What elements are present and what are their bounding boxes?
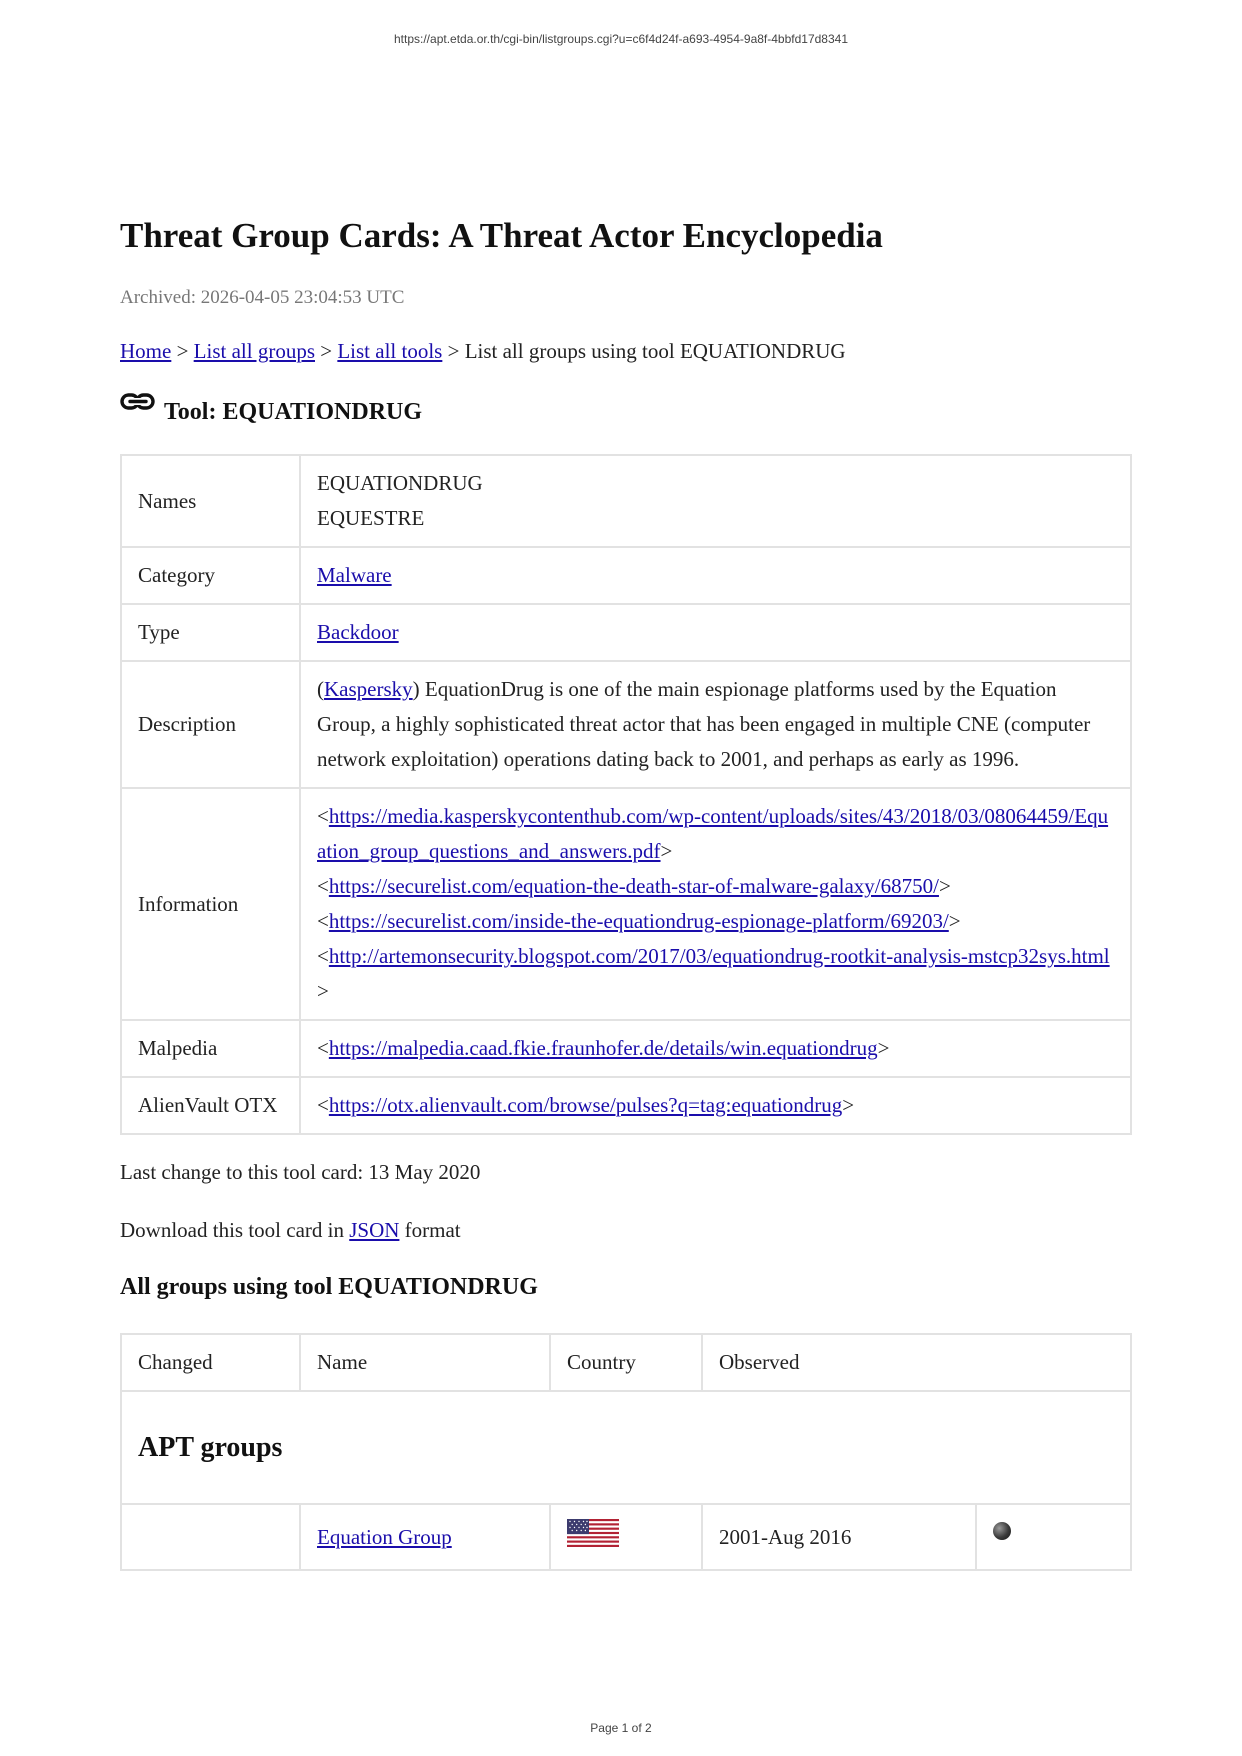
information-label: Information: [121, 788, 300, 1020]
angle-bracket: >: [938, 874, 951, 898]
type-link[interactable]: Backdoor: [317, 620, 399, 644]
description-label: Description: [121, 661, 300, 788]
names-value: [300, 455, 1131, 547]
print-header-url: https://apt.etda.or.th/cgi-bin/listgroups.cgi?u=c6f4d24f-a693-4954-9a8f-4bbfd17d8341: [394, 32, 848, 46]
angle-bracket: >: [317, 979, 329, 1003]
description-source-link[interactable]: Kaspersky: [324, 677, 413, 701]
archived-timestamp: Archived: 2026-04-05 23:04:53 UTC: [120, 287, 405, 308]
status-cell: [976, 1504, 1131, 1570]
name-item: EQUATIONDRUG: [317, 471, 483, 495]
breadcrumb-current: List all groups using tool EQUATIONDRUG: [464, 339, 846, 363]
otx-link[interactable]: https://otx.alienvault.com/browse/pulses?q=tag:equationdrug: [328, 1093, 843, 1117]
us-flag-icon: [567, 1519, 619, 1547]
column-header-changed: Changed: [121, 1334, 300, 1391]
breadcrumb-list-tools-link[interactable]: List all tools: [337, 339, 443, 363]
tool-card-table: [120, 454, 1132, 1135]
breadcrumb: [120, 336, 1132, 366]
information-item: [317, 904, 1114, 939]
section-cell: [121, 1391, 1131, 1504]
information-link[interactable]: https://securelist.com/equation-the-death-star-of-malware-galaxy/68750/: [328, 874, 939, 898]
name-item: EQUESTRE: [317, 506, 425, 530]
otx-label: AlienVault OTX: [121, 1077, 300, 1134]
country-cell: [550, 1504, 702, 1570]
information-link[interactable]: https://securelist.com/inside-the-equationdrug-espionage-platform/69203/: [328, 909, 949, 933]
information-item: [317, 799, 1114, 869]
angle-bracket: <: [317, 944, 329, 968]
changed-cell: [121, 1504, 300, 1570]
category-value: [300, 547, 1131, 604]
breadcrumb-separator: >: [442, 339, 465, 363]
section-title: APT groups: [138, 1431, 283, 1463]
groups-header-row: [121, 1334, 1131, 1391]
otx-row: [121, 1077, 1131, 1134]
angle-bracket: >: [877, 1036, 890, 1060]
name-cell: [300, 1504, 550, 1570]
breadcrumb-home-link[interactable]: Home: [120, 339, 172, 363]
black-dot-icon: [993, 1522, 1011, 1540]
information-item: [317, 869, 1114, 904]
link-icon: [120, 390, 156, 416]
description-text: ) EquationDrug is one of the main espionage platforms used by the Equation Group, a highly sophisticated threat actor that has been engaged in multiple CNE (computer network exploitation) operations dating back to 2001, and perhaps as early as 1996.: [317, 677, 1091, 771]
information-value: [300, 788, 1131, 1020]
information-item: [317, 939, 1114, 1009]
table-row: [121, 1504, 1131, 1570]
angle-bracket: >: [842, 1093, 855, 1117]
type-row: [121, 604, 1131, 661]
malpedia-row: [121, 1020, 1131, 1077]
description-value: [300, 661, 1131, 788]
breadcrumb-list-groups-link[interactable]: List all groups: [193, 339, 315, 363]
information-row: [121, 788, 1131, 1020]
malpedia-link[interactable]: https://malpedia.caad.fkie.fraunhofer.de/details/win.equationdrug: [328, 1036, 878, 1060]
download-prefix: Download this tool card in: [120, 1218, 350, 1242]
tool-heading: Tool: EQUATIONDRUG: [164, 399, 423, 425]
breadcrumb-separator: >: [171, 339, 194, 363]
section-row: [121, 1391, 1131, 1504]
breadcrumb-separator: >: [315, 339, 338, 363]
column-header-name: Name: [300, 1334, 550, 1391]
download-suffix: format: [399, 1218, 461, 1242]
angle-bracket: >: [660, 839, 673, 863]
page-number: Page 1 of 2: [590, 1721, 652, 1735]
malpedia-label: Malpedia: [121, 1020, 300, 1077]
type-value: [300, 604, 1131, 661]
page-title: Threat Group Cards: A Threat Actor Encyclopedia: [120, 216, 883, 255]
description-row: [121, 661, 1131, 788]
category-link[interactable]: Malware: [317, 563, 392, 587]
type-label: Type: [121, 604, 300, 661]
observed-cell: 2001-Aug 2016: [702, 1504, 976, 1570]
group-name-link[interactable]: Equation Group: [317, 1524, 452, 1549]
description-paren: (: [317, 677, 324, 701]
angle-bracket: <: [317, 804, 329, 828]
main-content: [120, 212, 1132, 1571]
angle-bracket: <: [317, 909, 329, 933]
groups-heading: All groups using tool EQUATIONDRUG: [120, 1274, 538, 1300]
category-label: Category: [121, 547, 300, 604]
groups-table: [120, 1333, 1132, 1571]
malpedia-value: [300, 1020, 1131, 1077]
angle-bracket: <: [317, 1036, 329, 1060]
last-change-text: Last change to this tool card: 13 May 2020: [120, 1160, 481, 1184]
angle-bracket: <: [317, 1093, 329, 1117]
column-header-country: Country: [550, 1334, 702, 1391]
otx-value: [300, 1077, 1131, 1134]
json-download-link[interactable]: JSON: [349, 1218, 400, 1242]
information-link[interactable]: https://media.kasperskycontenthub.com/wp-content/uploads/sites/43/2018/03/08064459/Equation_group_questions_and_answers.pdf: [317, 804, 1109, 863]
names-label: Names: [121, 455, 300, 547]
angle-bracket: >: [948, 909, 961, 933]
information-link[interactable]: http://artemonsecurity.blogspot.com/2017/03/equationdrug-rootkit-analysis-mstcp32sys.html: [328, 944, 1110, 968]
download-line: [120, 1215, 1132, 1245]
angle-bracket: <: [317, 874, 329, 898]
category-row: [121, 547, 1131, 604]
names-row: [121, 455, 1131, 547]
tool-heading-row: [120, 388, 1132, 428]
column-header-observed: Observed: [702, 1334, 1131, 1391]
